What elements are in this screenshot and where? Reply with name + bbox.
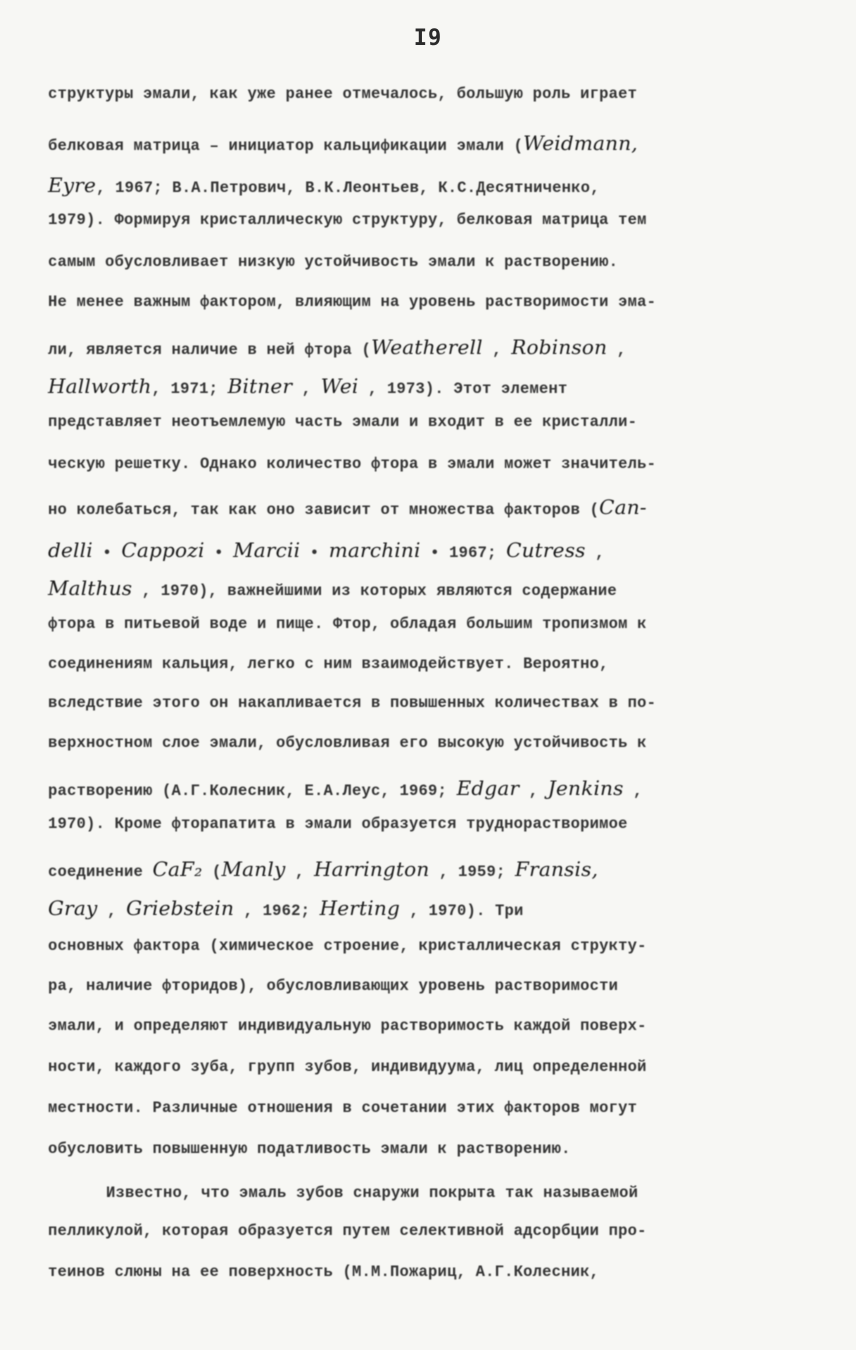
typed-text: верхностном слое эмали, обусловливая его высокую устойчивость к [48, 734, 647, 752]
typed-text: фтора в питьевой воде и пище. Фтор, обладая большим тропизмом к [48, 615, 647, 633]
text-line [48, 615, 818, 633]
text-line [48, 734, 818, 752]
typed-text: структуры эмали, как уже ранее отмечалось, большую роль играет [48, 85, 638, 103]
typed-text: теинов слюны на ее поверхность (М.М.Пожариц, А.Г.Колесник, [48, 1263, 600, 1281]
typed-text: эмали, и определяют индивидуальную растворимость каждой поверх- [48, 1017, 647, 1035]
typed-text: , 1962; [234, 902, 320, 920]
typed-text: ческую решетку. Однако количество фтора в эмали может значитель- [48, 455, 657, 473]
typed-text: Известно, что эмаль зубов снаружи покрыта так называемой [106, 1184, 639, 1202]
typed-text: • [92, 544, 122, 562]
page-number: I9 [413, 26, 443, 51]
typed-text: самым обусловливает низкую устойчивость эмали к растворению. [48, 253, 619, 271]
typed-text: , [585, 544, 605, 562]
handwritten-citation: CaF₂ [152, 857, 203, 881]
text-line [48, 374, 818, 398]
typed-text: местности. Различные отношения в сочетании этих факторов могут [48, 1099, 638, 1117]
handwritten-citation: Edgar [456, 776, 520, 800]
typed-text: Не менее важным фактором, влияющим на уровень растворимости эма- [48, 293, 657, 311]
handwritten-citation: Malthus [48, 576, 133, 600]
text-line [48, 413, 818, 431]
typed-text: ли, является наличие в ней фтора ( [48, 341, 372, 359]
typed-text: • 1967; [420, 544, 507, 562]
typed-text: , [607, 341, 627, 359]
text-line [48, 1263, 818, 1281]
text-line [48, 538, 818, 562]
text-line [48, 293, 818, 311]
typed-text: , [292, 380, 321, 398]
handwritten-citation: Herting [319, 896, 400, 920]
handwritten-citation: Bitner [227, 374, 293, 398]
text-line [48, 211, 818, 229]
typed-text: • [300, 544, 329, 562]
handwritten-citation: Cappozi [121, 538, 205, 562]
text-line [48, 576, 818, 600]
typed-text: 1970). Кроме фторапатита в эмали образуется труднорастворимое [48, 815, 628, 833]
typed-text: ( [202, 863, 222, 881]
handwritten-citation: marchini [328, 538, 421, 562]
handwritten-citation: Manly [221, 857, 286, 881]
typed-text: представляет неотъемлемую часть эмали и входит в ее кристалли- [48, 413, 638, 431]
text-line [48, 1184, 856, 1202]
handwritten-citation: Hallworth [48, 374, 152, 398]
text-line [48, 85, 818, 103]
text-line [48, 776, 818, 800]
handwritten-citation: Robinson [511, 335, 608, 359]
text-line [48, 1222, 818, 1240]
handwritten-citation: Griebstein [126, 896, 235, 920]
handwritten-citation: delli [48, 538, 93, 562]
handwritten-citation: Jenkins [547, 776, 624, 800]
text-line [48, 173, 818, 197]
typed-text: , [623, 782, 643, 800]
text-line [48, 455, 818, 473]
typed-text: , 1967; В.А.Петрович, В.К.Леонтьев, К.С.Десятниченко, [96, 179, 600, 197]
text-line [48, 694, 818, 712]
typed-text: , [519, 782, 548, 800]
typed-text: 1979). Формируя кристаллическую структуру, белковая матрица тем [48, 211, 647, 229]
typed-text: , 1959; [429, 863, 516, 881]
handwritten-citation: Weatherell [371, 335, 483, 359]
typed-text: обусловить повышенную податливость эмали к растворению. [48, 1140, 571, 1158]
text-line [48, 937, 818, 955]
handwritten-citation: Fransis, [515, 857, 599, 881]
text-line [48, 977, 818, 995]
text-line [48, 655, 818, 673]
typed-text: белковая матрица – инициатор кальцификации эмали ( [48, 137, 524, 155]
text-line [48, 815, 818, 833]
text-line [48, 1099, 818, 1117]
typed-text: , [97, 902, 127, 920]
handwritten-citation: Eyre [48, 173, 97, 197]
text-line [48, 335, 818, 359]
typed-text: ра, наличие фторидов), обусловливающих уровень растворимости [48, 977, 619, 995]
typed-text: , 1973). Этот элемент [358, 380, 568, 398]
handwritten-citation: Cutress [506, 538, 586, 562]
handwritten-citation: Harrington [313, 857, 430, 881]
text-line [48, 131, 818, 155]
text-line [48, 857, 818, 881]
handwritten-citation: Gray [48, 896, 98, 920]
typed-text: соединениям кальция, легко с ним взаимодействует. Вероятно, [48, 655, 609, 673]
typed-text: основных фактора (химическое строение, кристаллическая структу- [48, 937, 647, 955]
text-line [48, 896, 818, 920]
text-line [48, 495, 818, 519]
typed-text: , 1971; [151, 380, 228, 398]
handwritten-citation: Marcii [233, 538, 301, 562]
typed-text: но колебаться, так как оно зависит от множества факторов ( [48, 501, 600, 519]
typed-text: • [204, 544, 234, 562]
typed-text: ности, каждого зуба, групп зубов, индивидуума, лиц определенной [48, 1058, 647, 1076]
typed-text: вследствие этого он накапливается в повышенных количествах в по- [48, 694, 657, 712]
handwritten-citation: Wei [320, 374, 359, 398]
handwritten-citation: Weidmann, [523, 131, 638, 155]
text-line [48, 1140, 818, 1158]
text-line [48, 1017, 818, 1035]
text-line [48, 1058, 818, 1076]
typed-text: растворению (А.Г.Колесник, Е.А.Леус, 1969; [48, 782, 457, 800]
typed-text: пелликулой, которая образуется путем селективной адсорбции про- [48, 1222, 647, 1240]
typed-text: , [285, 863, 314, 881]
text-line [48, 253, 818, 271]
typed-text: , 1970), важнейшими из которых являются содержание [132, 582, 617, 600]
typed-text: , [482, 341, 512, 359]
handwritten-citation: Can- [599, 495, 647, 519]
typed-text: соединение [48, 863, 153, 881]
typed-text: , 1970). Три [399, 902, 524, 920]
